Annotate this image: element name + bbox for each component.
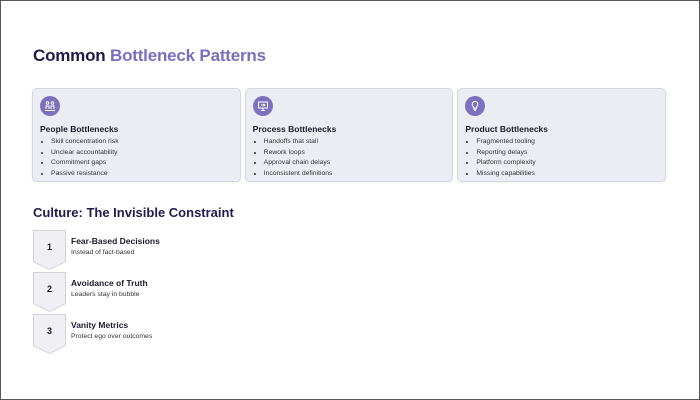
list-item: • Unclear accountability (51, 148, 233, 159)
step-title: Avoidance of Truth (71, 278, 148, 288)
process-icon (253, 96, 273, 116)
list-item: • Approval chain delays (264, 158, 446, 169)
card-title: People Bottlenecks (40, 124, 119, 134)
bottleneck-cards (32, 88, 666, 184)
list-item: • Missing capabilities (476, 169, 658, 180)
title-part-1: Common (33, 46, 106, 65)
card-title: Process Bottlenecks (252, 124, 337, 134)
section-title: Culture: The Invisible Constraint (33, 205, 234, 220)
card-title: Product Bottlenecks (465, 124, 548, 134)
list-item: • Fragmented tooling (476, 137, 658, 148)
card-list (253, 137, 446, 179)
list-item: • Handoffs that stall (264, 137, 446, 148)
step-description: Protect ego over outcomes (71, 333, 153, 340)
step-number: 1 (46, 242, 52, 252)
card-process (245, 88, 454, 182)
list-item: • Inconsistent definitions (264, 169, 446, 180)
people-icon (40, 96, 60, 116)
step-item (33, 230, 333, 272)
card-people (32, 88, 241, 182)
card-product (457, 88, 666, 182)
page-title (33, 46, 266, 66)
list-item: • Skill concentration risk (51, 137, 233, 148)
step-title: Fear-Based Decisions (71, 236, 160, 246)
list-item: • Commitment gaps (51, 158, 233, 169)
card-list (40, 137, 233, 179)
step-item (33, 272, 333, 314)
list-item: • Reporting delays (476, 148, 658, 159)
card-list (465, 137, 658, 179)
list-item: • Platform complexity (476, 158, 658, 169)
step-number: 3 (46, 326, 52, 336)
list-item: • Rework loops (264, 148, 446, 159)
step-title: Vanity Metrics (71, 320, 129, 330)
list-item: • Passive resistance (51, 169, 233, 180)
product-icon (465, 96, 485, 116)
step-description: Leaders stay in bubble (71, 291, 140, 298)
step-number: 2 (46, 284, 52, 294)
step-item (33, 314, 333, 356)
title-part-2: Bottleneck Patterns (110, 46, 266, 65)
culture-steps (33, 230, 333, 356)
step-description: Instead of fact-based (71, 249, 135, 256)
